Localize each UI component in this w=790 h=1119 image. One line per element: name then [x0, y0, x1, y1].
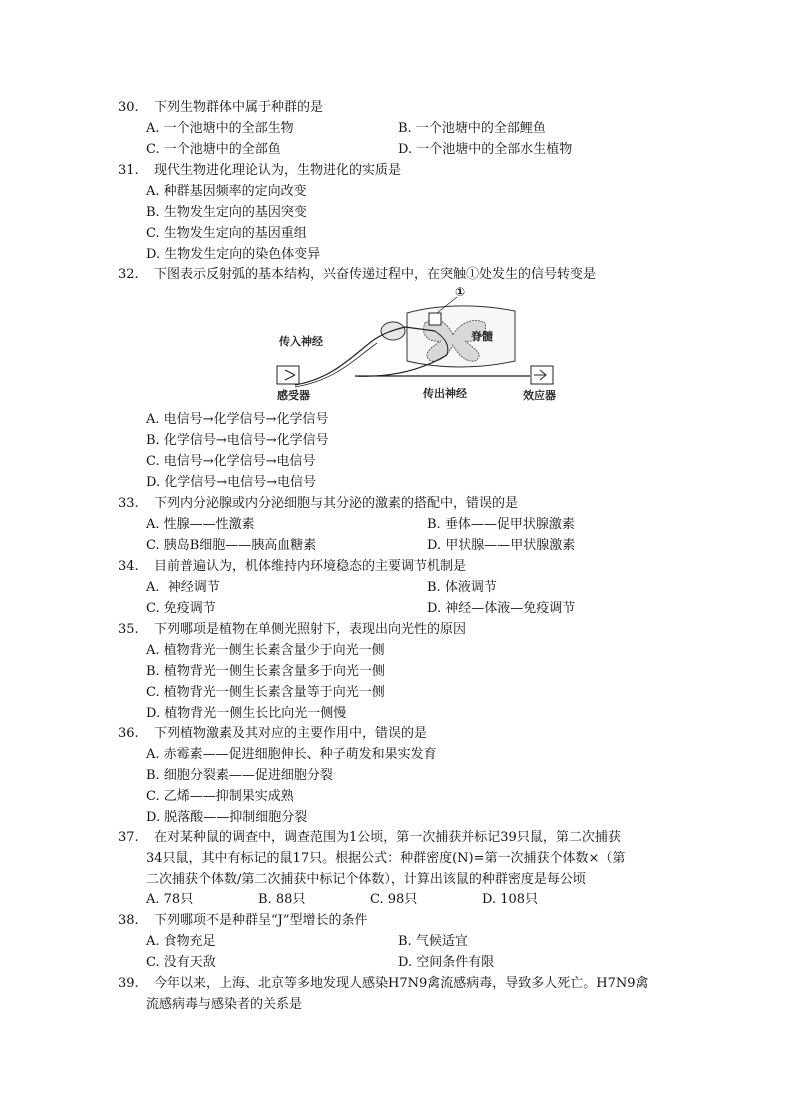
option-a: A. 一个池塘中的全部生物: [146, 121, 294, 136]
question-number: 33.: [118, 496, 139, 511]
receptor-label: 感受器: [277, 389, 310, 402]
option-text: C. 电信号→化学信号→电信号: [146, 454, 316, 469]
question-text: 下列生物群体中属于种群的是: [154, 100, 324, 115]
question-number: 39.: [118, 976, 139, 991]
question-number: 35.: [118, 622, 139, 637]
option-c: C. 免疫调节: [146, 601, 216, 616]
question-text-cont: 二次捕获个体数/第二次捕获中标记个体数），计算出该鼠的种群密度是每公顷: [146, 872, 586, 887]
question-text-cont: 流感病毒与感染者的关系是: [146, 997, 303, 1012]
option-text: B. 化学信号→电信号→化学信号: [146, 433, 329, 448]
question-number: 30.: [118, 100, 139, 115]
option-a: A. 食物充足: [146, 934, 216, 949]
effector-label: 效应器: [523, 389, 556, 402]
option-c: C. 一个池塘中的全部鱼: [146, 142, 281, 157]
option-text: C. 生物发生定向的基因重组: [146, 226, 307, 241]
option-b: B. 垂体——促甲状腺激素: [427, 517, 575, 532]
question-number: 31.: [118, 163, 139, 178]
question-text: 下列植物激素及其对应的主要作用中，错误的是: [154, 726, 428, 741]
option-text: D. 化学信号→电信号→电信号: [146, 475, 317, 490]
synapse-marker-box: [429, 313, 441, 325]
option-c: C. 没有天敌: [146, 955, 216, 970]
question-number: 34.: [118, 559, 139, 574]
option-text: C. 乙烯——抑制果实成熟: [146, 789, 294, 804]
afferent-nerve-line-2: [295, 343, 377, 387]
option-a: A. 78只: [146, 892, 194, 907]
option-text: C. 植物背光一侧生长素含量等于向光一侧: [146, 685, 385, 700]
option-b: B. 气候适宜: [398, 934, 468, 949]
option-d: D. 神经—体液—免疫调节: [427, 601, 576, 616]
option-b: B. 一个池塘中的全部鲤鱼: [398, 121, 546, 136]
question-text: 今年以来，上海、北京等多地发现人感染H7N9禽流感病毒，导致多人死亡。H7N9禽: [154, 976, 649, 991]
option-text: B. 生物发生定向的基因突变: [146, 205, 307, 220]
option-a: A. 性腺——性激素: [146, 517, 255, 532]
question-number: 37.: [118, 830, 139, 845]
reflex-arc-diagram: [275, 283, 565, 405]
option-text: D. 生物发生定向的染色体变异: [146, 247, 321, 262]
option-text: A. 种群基因频率的定向改变: [146, 184, 307, 199]
option-c: C. 胰岛B细胞——胰高血糖素: [146, 538, 317, 553]
option-text: A. 赤霉素——促进细胞伸长、种子萌发和果实发育: [146, 747, 437, 762]
option-b: B. 体液调节: [427, 580, 497, 595]
option-c: C. 98只: [370, 892, 418, 907]
afferent-label: 传入神经: [279, 335, 323, 348]
question-number: 32.: [118, 267, 139, 282]
option-b: B. 88只: [258, 892, 306, 907]
option-d: D. 甲状腺——甲状腺激素: [427, 538, 576, 553]
question-text: 下图表示反射弧的基本结构，兴奋传递过程中，在突触①处发生的信号转变是: [154, 267, 597, 282]
spinal-cord-label: 脊髓: [471, 330, 493, 343]
question-text: 目前普遍认为，机体维持内环境稳态的主要调节机制是: [154, 559, 467, 574]
question-number: 38.: [118, 913, 139, 928]
option-d: D. 一个池塘中的全部水生植物: [398, 142, 573, 157]
receptor-box: [277, 366, 299, 384]
question-text-cont: 34只鼠，其中有标记的鼠17只。根据公式：种群密度(N)=第一次捕获个体数×（第: [146, 851, 626, 866]
efferent-label: 传出神经: [423, 387, 467, 400]
question-text: 下列哪项是植物在单侧光照射下，表现出向光性的原因: [154, 622, 467, 637]
synapse-marker: ①: [455, 285, 466, 299]
question-text: 下列内分泌腺或内分泌细胞与其分泌的激素的搭配中，错误的是: [154, 496, 519, 511]
option-text: B. 植物背光一侧生长素含量多于向光一侧: [146, 664, 385, 679]
option-text: A. 植物背光一侧生长素含量少于向光一侧: [146, 643, 385, 658]
option-text: A. 电信号→化学信号→化学信号: [146, 412, 329, 427]
option-text: D. 植物背光一侧生长比向光一侧慢: [146, 706, 347, 721]
question-text: 在对某种鼠的调查中，调查范围为1公顷，第一次捕获并标记39只鼠，第二次捕获: [154, 830, 621, 845]
option-a: A. 神经调节: [146, 580, 220, 595]
option-text: D. 脱落酸——抑制细胞分裂: [146, 810, 308, 825]
question-number: 36.: [118, 726, 139, 741]
option-d: D. 空间条件有限: [398, 955, 495, 970]
option-text: B. 细胞分裂素——促进细胞分裂: [146, 768, 333, 783]
question-text: 下列哪项不是种群呈“J”型增长的条件: [154, 913, 368, 928]
option-d: D. 108只: [482, 892, 539, 907]
question-text: 现代生物进化理论认为，生物进化的实质是: [154, 163, 402, 178]
